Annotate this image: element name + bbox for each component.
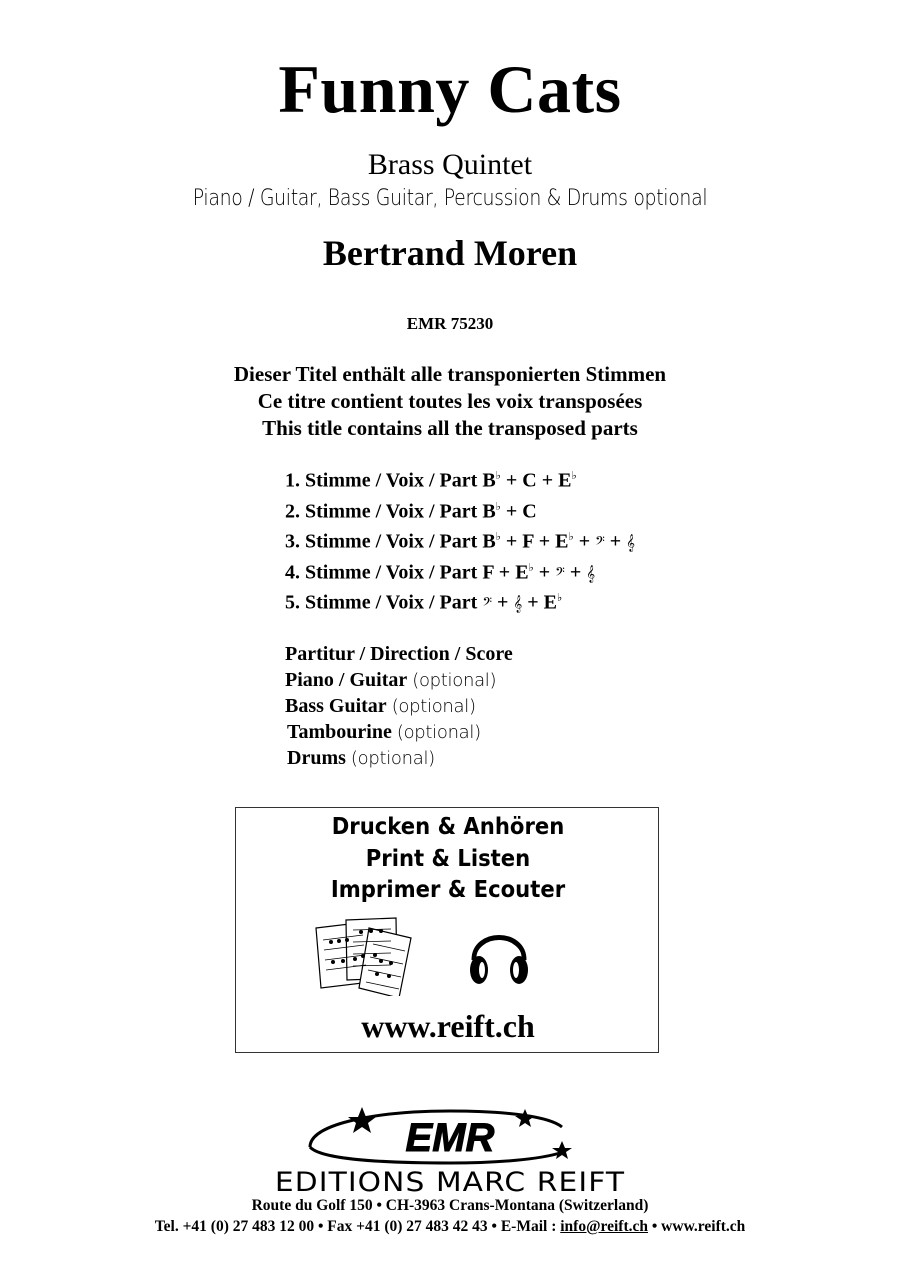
extra-note: (optional) [350,748,435,769]
subtitle: Brass Quintet [367,148,533,181]
extra-item [285,667,513,693]
box-line-english: Print & Listen [365,846,531,872]
box-line-french: Imprimer & Ecouter [330,877,566,903]
extra-item [285,719,513,745]
emr-logo [300,1105,600,1167]
box-line-german: Drucken & Anhören [331,814,565,840]
box-url[interactable]: www.reift.ch [361,1008,535,1044]
part-item: 5. Stimme / Voix / Part 𝄢 + 𝄞 + E♭ [285,591,563,614]
extra-name: Tambourine [287,721,392,743]
email-link[interactable]: info@reift.ch [560,1218,648,1235]
note-english: This title contains all the transposed parts [262,416,638,440]
extra-name: Bass Guitar [285,695,387,717]
extras-list [285,641,513,771]
part-item: 2. Stimme / Voix / Part B♭ + C [285,499,537,523]
extra-note: (optional) [391,696,476,717]
print-listen-box [235,807,659,1053]
extra-note: (optional) [396,722,481,743]
transposition-notes [0,361,900,442]
extra-item [285,693,513,719]
extra-name: Piano / Guitar [285,669,408,691]
part-item: 3. Stimme / Voix / Part B♭ + F + E♭ + 𝄢 + 𝄞 [285,530,636,553]
part-item: 1. Stimme / Voix / Part B♭ + C + E♭ [285,469,577,492]
parts-list [285,461,635,614]
contact-phone-fax: Tel. +41 (0) 27 483 12 00 • Fax +41 (0) 27 483 42 43 • E-Mail : [154,1218,561,1235]
headphones-icon [464,920,534,990]
extra-name: Partitur / Direction / Score [285,643,513,665]
note-german: Dieser Titel enthält alle transponierten Stimmen [233,362,667,386]
part-item: 4. Stimme / Voix / Part F + E♭ + 𝄢 + 𝄞 [285,560,596,584]
instrumentation: Piano / Guitar, Bass Guitar, Percussion & Drums optional [192,186,708,211]
catalog-number: EMR 75230 [406,314,494,333]
page-title: Funny Cats [278,51,622,127]
publisher-name: EDITIONS MARC REIFT [274,1167,626,1198]
sheet-music-icon [311,916,421,996]
contact-website: • www.reift.ch [648,1218,746,1235]
logo-text: EMR [405,1116,495,1160]
publisher-address: Route du Golf 150 • CH-3963 Crans-Montana (Switzerland) [251,1197,649,1214]
note-french: Ce titre contient toutes les voix transposées [257,389,643,413]
publisher-contact [0,1218,900,1236]
extra-item [285,745,513,771]
composer-name: Bertrand Moren [322,233,578,273]
extra-note: (optional) [412,670,497,691]
extra-name: Drums [287,747,346,769]
extra-item [285,641,513,667]
